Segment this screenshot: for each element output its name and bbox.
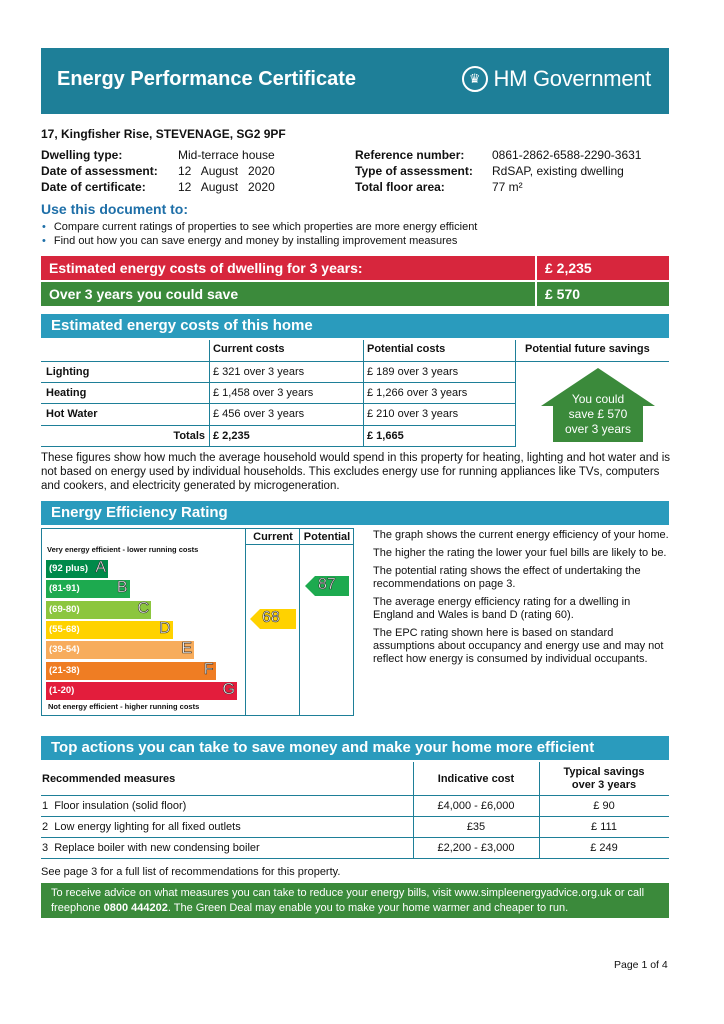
hot-water-current: £ 456 over 3 years xyxy=(213,408,305,420)
details-right xyxy=(355,148,675,196)
costs-section-heading: Estimated energy costs of this home xyxy=(41,314,669,338)
measure-2: 2 Low energy lighting for all fixed outlets xyxy=(42,821,241,833)
band-letter: A xyxy=(95,559,106,576)
band-range: (92 plus) xyxy=(49,563,89,574)
bullet-text: Find out how you can save energy and money by installing improvement measures xyxy=(53,235,458,247)
savings-line-2: save £ 570 xyxy=(568,407,628,421)
table-divider xyxy=(41,425,515,426)
rating-section-heading: Energy Efficiency Rating xyxy=(41,501,669,525)
advice-text-1: To receive advice on what measures you can take to reduce your energy bills, visit www.simpleenergyadvice.org.uk or call freephone xyxy=(51,887,645,914)
table-divider xyxy=(515,340,516,447)
dwelling-type-label: Dwelling type: xyxy=(41,148,123,162)
measure-1: 1 Floor insulation (solid floor) xyxy=(42,800,187,812)
lighting-potential: £ 189 over 3 years xyxy=(367,366,459,378)
reference-number-label: Reference number: xyxy=(355,148,465,162)
rating-paragraph: The average energy efficiency rating for a dwelling in England and Wales is band D (rating 60). xyxy=(373,596,631,621)
rating-explanation xyxy=(373,529,669,666)
advice-text-2: . The Green Deal may enable you to make your home warmer and cheaper to run. xyxy=(167,902,569,914)
could-save-value: £ 570 xyxy=(535,282,580,306)
assessment-type-label: Type of assessment: xyxy=(355,164,473,178)
reference-number-value: 0861-2862-6588-2290-3631 xyxy=(492,148,642,162)
freephone-number: 0800 444202 xyxy=(103,902,168,914)
potential-savings-header: Potential future savings xyxy=(525,343,650,355)
government-label: HM Government xyxy=(493,66,651,91)
rating-band-f xyxy=(46,662,216,680)
band-letter: D xyxy=(158,619,171,637)
band-range: (81-91) xyxy=(49,583,80,595)
certificate-header xyxy=(41,48,669,114)
chart-divider xyxy=(299,528,300,716)
savings-arrow-text xyxy=(551,392,645,437)
table-divider xyxy=(41,837,669,838)
potential-column-header: Potential xyxy=(303,531,351,543)
certificate-date-label: Date of certificate: xyxy=(41,180,146,194)
typical-savings-line-1: Typical savings xyxy=(563,766,645,778)
use-bullet-1: • Compare current ratings of properties to see which properties are more energy efficient xyxy=(42,221,478,233)
band-letter: F xyxy=(203,660,214,678)
rating-band-e xyxy=(46,641,194,659)
rating-band-a xyxy=(46,560,108,578)
table-divider xyxy=(41,446,515,447)
band-range: (1-20) xyxy=(49,684,75,696)
measures-header: Recommended measures xyxy=(42,773,176,785)
rating-paragraph: The potential rating shows the effect of undertaking the recommendations on page 3. xyxy=(373,565,641,590)
rating-paragraph: The graph shows the current energy efficiency of your home. xyxy=(373,529,669,541)
current-column-header: Current xyxy=(253,531,293,543)
page-title: Energy Performance Certificate xyxy=(57,68,357,90)
estimated-costs-label: Estimated energy costs of dwelling for 3 years: xyxy=(49,260,363,276)
rating-band-c xyxy=(46,601,151,619)
measure-3-cost: £2,200 - £3,000 xyxy=(437,842,515,854)
actions-table xyxy=(41,762,669,858)
table-divider xyxy=(41,795,669,796)
bullet-text: Compare current ratings of properties to see which properties are more energy efficient xyxy=(53,221,478,233)
costs-table xyxy=(41,340,669,448)
hot-water-label: Hot Water xyxy=(46,408,98,420)
rating-band-g xyxy=(46,682,237,700)
hm-government-logo xyxy=(462,66,651,92)
potential-rating-value: 87 xyxy=(318,576,336,593)
dwelling-type-value: Mid-terrace house xyxy=(178,148,275,162)
measure-3: 3 Replace boiler with new condensing boiler xyxy=(42,842,260,854)
band-letter: B xyxy=(116,579,128,597)
savings-line-3: over 3 years xyxy=(564,422,632,436)
estimated-costs-bar xyxy=(41,256,669,280)
assessment-type-value: RdSAP, existing dwelling xyxy=(492,164,624,178)
floor-area-value: 77 m² xyxy=(492,180,523,194)
details-left xyxy=(41,148,361,196)
assessment-date-label: Date of assessment: xyxy=(41,164,158,178)
measure-2-cost: £35 xyxy=(466,821,486,833)
current-rating-value: 68 xyxy=(262,609,280,626)
table-divider xyxy=(363,340,364,447)
measure-2-saving: £ 111 xyxy=(591,821,617,833)
efficient-note: Very energy efficient - lower running costs xyxy=(47,545,199,554)
estimated-costs-value: £ 2,235 xyxy=(535,256,592,280)
measure-1-cost: £4,000 - £6,000 xyxy=(437,800,515,812)
band-letter: C xyxy=(137,599,149,617)
rating-band-d xyxy=(46,621,173,639)
typical-savings-header xyxy=(539,766,669,792)
could-save-label: Over 3 years you could save xyxy=(49,286,239,302)
crest-icon: ♛ xyxy=(462,66,488,92)
costs-note: These figures show how much the average household would spend in this property for heating, lighting and hot water and is not based on energy used by individual households. This excludes energy use for running appliances like TVs, computers and cookers, and electricity generated by microgeneration. xyxy=(41,452,671,492)
totals-label: Totals xyxy=(173,430,205,442)
table-divider xyxy=(41,816,669,817)
hot-water-potential: £ 210 over 3 years xyxy=(367,408,459,420)
band-letter: G xyxy=(222,680,235,698)
advice-box xyxy=(41,883,669,918)
heating-label: Heating xyxy=(46,387,87,399)
band-letter: E xyxy=(181,640,192,658)
savings-line-1: You could xyxy=(571,392,625,406)
page-number: Page 1 of 4 xyxy=(614,959,668,971)
assessment-date-value: 12 August 2020 xyxy=(178,164,275,178)
certificate-date-value: 12 August 2020 xyxy=(178,180,275,194)
lighting-label: Lighting xyxy=(46,366,90,378)
heating-potential: £ 1,266 over 3 years xyxy=(367,387,468,399)
chart-divider xyxy=(245,528,246,716)
measure-1-saving: £ 90 xyxy=(593,800,615,812)
band-range: (55-68) xyxy=(49,623,80,635)
lighting-current: £ 321 over 3 years xyxy=(213,366,305,378)
rating-paragraph: The EPC rating shown here is based on standard assumptions about occupancy and energy use and may not reflect how energy is consumed by individual occupants. xyxy=(373,627,664,665)
measure-3-saving: £ 249 xyxy=(590,842,618,854)
table-divider xyxy=(41,382,515,383)
typical-savings-line-2: over 3 years xyxy=(571,779,637,791)
actions-section-heading: Top actions you can take to save money and make your home more efficient xyxy=(41,736,669,760)
table-divider xyxy=(41,858,669,859)
potential-costs-header: Potential costs xyxy=(367,343,446,355)
rating-band-b xyxy=(46,580,130,598)
totals-current: £ 2,235 xyxy=(213,430,250,442)
table-divider xyxy=(209,340,210,447)
band-range: (21-38) xyxy=(49,664,80,676)
property-address: 17, Kingfisher Rise, STEVENAGE, SG2 9PF xyxy=(41,127,286,141)
floor-area-label: Total floor area: xyxy=(355,180,445,194)
could-save-bar xyxy=(41,282,669,306)
indicative-cost-header: Indicative cost xyxy=(437,773,515,785)
rating-paragraph: The higher the rating the lower your fuel bills are likely to be. xyxy=(373,547,667,559)
table-divider xyxy=(41,361,669,362)
band-range: (39-54) xyxy=(49,644,80,656)
band-range: (69-80) xyxy=(49,603,80,615)
use-bullet-2: • Find out how you can save energy and money by installing improvement measures xyxy=(42,235,458,247)
table-divider xyxy=(41,403,515,404)
totals-potential: £ 1,665 xyxy=(367,430,404,442)
heating-current: £ 1,458 over 3 years xyxy=(213,387,314,399)
use-document-heading: Use this document to: xyxy=(41,201,189,217)
recommendations-note: See page 3 for a full list of recommendations for this property. xyxy=(41,866,341,878)
inefficient-note: Not energy efficient - higher running costs xyxy=(48,702,200,711)
chart-divider xyxy=(245,544,354,545)
current-costs-header: Current costs xyxy=(213,343,285,355)
